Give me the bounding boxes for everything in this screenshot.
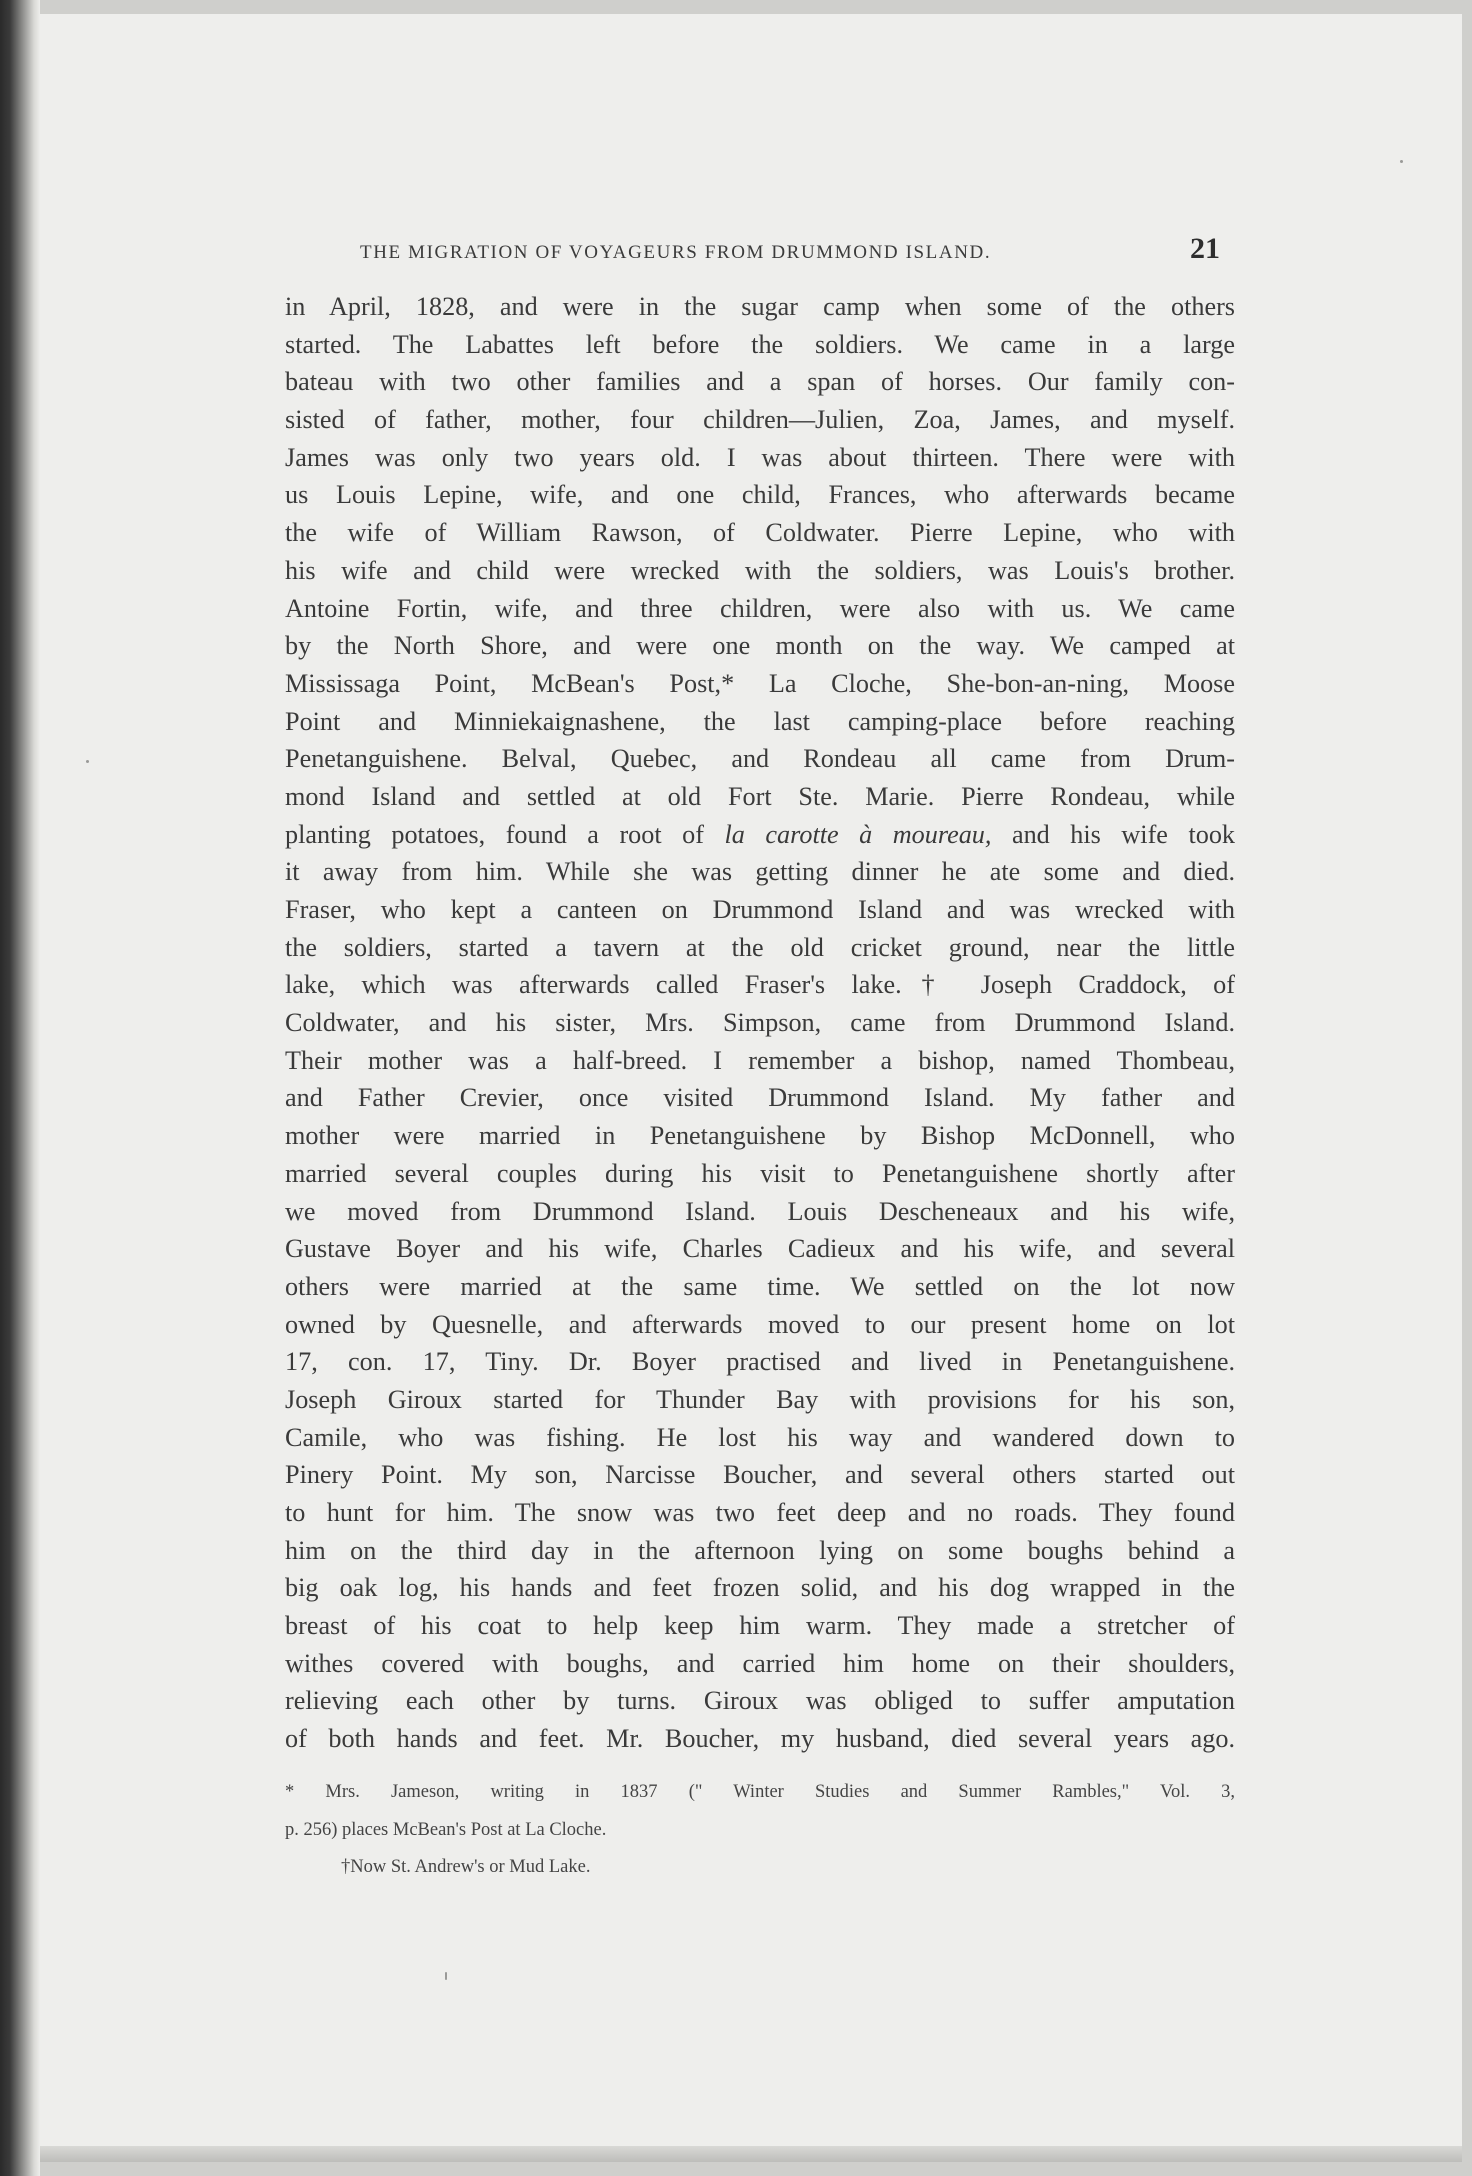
text-line: others were married at the same time. We settled on the lot now	[285, 1271, 1235, 1301]
text-line: bateau with two other families and a span of horses. Our family con-	[285, 367, 1235, 397]
text-line: withes covered with boughs, and carried him home on their shoulders,	[285, 1648, 1235, 1678]
text-line: sisted of father, mother, four children—Julien, Zoa, James, and myself.	[285, 405, 1235, 435]
text-line: James was only two years old. I was about thirteen. There were with	[285, 442, 1235, 472]
text-line: Point and Minniekaignashene, the last camping-place before reaching	[285, 706, 1235, 736]
text-line: married several couples during his visit to Penetanguishene shortly after	[285, 1158, 1235, 1188]
text-line: owned by Quesnelle, and afterwards moved to our present home on lot	[285, 1309, 1235, 1339]
text-line: him on the third day in the afternoon lying on some boughs behind a	[285, 1535, 1235, 1565]
running-header	[360, 232, 1220, 272]
text-line: the soldiers, started a tavern at the old cricket ground, near the little	[285, 932, 1235, 962]
text-line: breast of his coat to help keep him warm. They made a stretcher of	[285, 1611, 1235, 1641]
text-line: us Louis Lepine, wife, and one child, Frances, who afterwards became	[285, 480, 1235, 510]
text-segment: and his wife took	[1011, 819, 1236, 849]
paper-speck	[1400, 160, 1403, 163]
text-line: the wife of William Rawson, of Coldwater. Pierre Lepine, who with	[285, 518, 1235, 548]
text-line: and Father Crevier, once visited Drummond Island. My father and	[285, 1083, 1235, 1113]
text-line: to hunt for him. The snow was two feet deep and no roads. They found	[285, 1498, 1235, 1527]
text-segment: planting potatoes, found a root of	[285, 819, 704, 849]
italic-phrase: la carotte à moureau,	[724, 819, 992, 849]
text-line: mother were married in Penetanguishene by Bishop McDonnell, who	[285, 1121, 1235, 1151]
page-bottom-shadow	[22, 2146, 1462, 2162]
text-line: it away from him. While she was getting dinner he ate some and died.	[285, 857, 1235, 887]
footnote-1: * Mrs. Jameson, writing in 1837 (" Winter Studies and Summer Rambles," Vol. 3,	[285, 1782, 1235, 1802]
text-line: Coldwater, and his sister, Mrs. Simpson, came from Drummond Island.	[285, 1008, 1235, 1038]
running-title: THE MIGRATION OF VOYAGEURS FROM DRUMMOND ISLAND.	[360, 242, 992, 263]
body-text	[285, 288, 1235, 1758]
text-line: Camile, who was fishing. He lost his way and wandered down to	[285, 1422, 1235, 1452]
footnote-2: †Now St. Andrew's or Mud Lake.	[341, 1857, 591, 1878]
text-line: Mississaga Point, McBean's Post,* La Cloche, She-bon-an-ning, Moose	[285, 668, 1235, 698]
text-line: we moved from Drummond Island. Louis Descheneaux and his wife,	[285, 1196, 1235, 1226]
text-line: 17, con. 17, Tiny. Dr. Boyer practised and lived in Penetanguishene.	[285, 1347, 1235, 1377]
text-line: Gustave Boyer and his wife, Charles Cadieux and his wife, and several	[285, 1234, 1235, 1264]
text-line: Pinery Point. My son, Narcisse Boucher, and several others started out	[285, 1460, 1235, 1490]
text-line-with-italic	[285, 816, 1235, 854]
paper-speck	[86, 760, 89, 763]
text-line: started. The Labattes left before the soldiers. We came in a large	[285, 329, 1235, 359]
page-number: 21	[1190, 232, 1220, 265]
footnotes	[285, 1777, 1235, 1890]
text-line: Penetanguishene. Belval, Quebec, and Rondeau all came from Drum-	[285, 744, 1235, 774]
text-line: Their mother was a half-breed. I remember a bishop, named Thombeau,	[285, 1045, 1235, 1075]
text-line: by the North Shore, and were one month on the way. We camped at	[285, 631, 1235, 661]
text-line: of both hands and feet. Mr. Boucher, my husband, died several years ago.	[285, 1724, 1235, 1754]
text-line: his wife and child were wrecked with the soldiers, was Louis's brother.	[285, 555, 1235, 585]
text-line: big oak log, his hands and feet frozen solid, and his dog wrapped in the	[285, 1573, 1235, 1603]
text-line: Joseph Giroux started for Thunder Bay with provisions for his son,	[285, 1384, 1235, 1414]
footnote-1-continued: p. 256) places McBean's Post at La Cloche.	[285, 1819, 607, 1840]
paper-speck	[445, 1972, 447, 1980]
text-line: in April, 1828, and were in the sugar camp when some of the others	[285, 292, 1235, 321]
text-line: relieving each other by turns. Giroux was obliged to suffer amputation	[285, 1686, 1235, 1716]
text-line: Fraser, who kept a canteen on Drummond Island and was wrecked with	[285, 895, 1235, 924]
text-line: mond Island and settled at old Fort Ste. Marie. Pierre Rondeau, while	[285, 781, 1235, 811]
text-line: lake, which was afterwards called Fraser's lake.† Joseph Craddock, of	[285, 970, 1235, 1000]
book-spine-shadow	[0, 0, 40, 2176]
text-line: Antoine Fortin, wife, and three children, were also with us. We came	[285, 593, 1235, 623]
